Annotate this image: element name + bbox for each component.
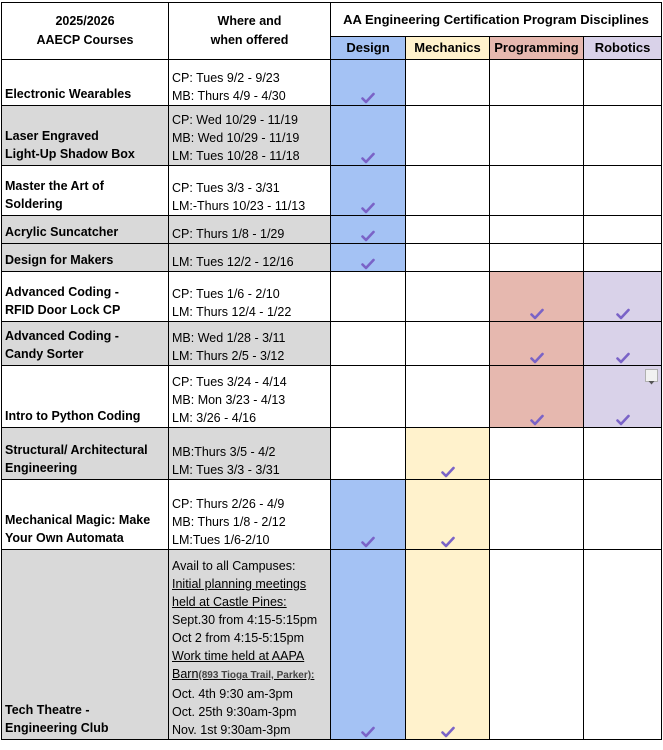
checkmark-icon (361, 148, 375, 162)
course-name-line: Acrylic Suncatcher (5, 225, 119, 239)
design-cell (331, 322, 406, 366)
checkmark-icon (441, 462, 455, 476)
course-name (2, 106, 169, 166)
discipline-robotics: Robotics (584, 37, 662, 60)
course-name-line: Candy Sorter (5, 347, 84, 361)
robotics-cell (584, 216, 662, 244)
programming-cell (490, 216, 584, 244)
course-name-line: Structural/ Architectural (5, 443, 148, 457)
course-name-line: Advanced Coding - (5, 329, 119, 343)
course-schedule (169, 60, 331, 106)
course-name-line: Engineering Club (5, 721, 109, 735)
programming-cell (490, 480, 584, 550)
schedule-line: LM:-Thurs 10/23 - 11/13 (172, 199, 306, 213)
course-schedule (169, 428, 331, 480)
mechanics-cell (406, 216, 490, 244)
schedule-line: MB:Thurs 3/5 - 4/2 (172, 445, 276, 459)
schedule-line: MB: Wed 10/29 - 11/19 (172, 131, 300, 145)
course-name (2, 272, 169, 322)
programming-cell (490, 60, 584, 106)
schedule-line: LM: Tues 12/2 - 12/16 (172, 255, 294, 269)
course-name (2, 60, 169, 106)
schedule-line: Oct. 4th 9:30 am-3pm (172, 687, 293, 701)
robotics-cell (584, 550, 662, 740)
course-name-line: Advanced Coding - (5, 285, 119, 299)
schedule-line: Sept.30 from 4:15-5:15pm (172, 613, 318, 627)
course-name-line: Intro to Python Coding (5, 409, 141, 423)
programming-check-cell (490, 366, 584, 428)
course-name (2, 244, 169, 272)
robotics-check-cell (584, 272, 662, 322)
course-name (2, 480, 169, 550)
table-row (2, 244, 662, 272)
programming-cell (490, 166, 584, 216)
design-check-cell (331, 216, 406, 244)
design-check-cell (331, 166, 406, 216)
design-cell (331, 272, 406, 322)
course-name-line: Mechanical Magic: Make (5, 513, 151, 527)
program-title: AA Engineering Certification Program Disciplines (331, 3, 662, 37)
mechanics-check-cell (406, 428, 490, 480)
schedule-line: MB: Thurs 1/8 - 2/12 (172, 515, 286, 529)
where-header-line2: when offered (210, 33, 289, 47)
courses-header-label: AAECP Courses (36, 33, 134, 47)
schedule-line: Work time held at AAPA (172, 649, 305, 663)
schedule-line: MB: Thurs 4/9 - 4/30 (172, 89, 286, 103)
course-schedule (169, 216, 331, 244)
course-name (2, 166, 169, 216)
course-name-line: RFID Door Lock CP (5, 303, 121, 317)
robotics-cell (584, 244, 662, 272)
discipline-mechanics: Mechanics (406, 37, 490, 60)
course-schedule (169, 480, 331, 550)
schedule-line: LM: Tues 10/28 - 11/18 (172, 149, 300, 163)
design-check-cell (331, 244, 406, 272)
course-name-line: Tech Theatre - (5, 703, 90, 717)
design-cell (331, 428, 406, 480)
checkmark-icon (530, 410, 544, 424)
robotics-cell (584, 428, 662, 480)
mechanics-check-cell (406, 480, 490, 550)
checkmark-icon (441, 532, 455, 546)
programming-check-cell (490, 322, 584, 366)
checkmark-icon (616, 348, 630, 362)
schedule-line: CP: Tues 3/3 - 3/31 (172, 181, 280, 195)
programming-cell (490, 106, 584, 166)
schedule-line: Avail to all Campuses: (172, 559, 296, 573)
checkmark-icon (616, 304, 630, 318)
course-name-line: Engineering (5, 461, 78, 475)
checkmark-icon (361, 198, 375, 212)
programming-check-cell (490, 272, 584, 322)
checkmark-icon (530, 348, 544, 362)
course-name (2, 322, 169, 366)
design-check-cell (331, 106, 406, 166)
table-row (2, 60, 662, 106)
schedule-line: Oct 2 from 4:15-5:15pm (172, 631, 305, 645)
schedule-line: CP: Tues 9/2 - 9/23 (172, 71, 280, 85)
schedule-line-barn (172, 665, 327, 685)
schedule-line: LM: 3/26 - 4/16 (172, 411, 257, 425)
dropdown-arrow-icon[interactable] (645, 369, 658, 382)
table-row (2, 272, 662, 322)
mechanics-cell (406, 244, 490, 272)
design-check-cell (331, 60, 406, 106)
courses-header-year: 2025/2026 (55, 14, 115, 28)
course-name (2, 428, 169, 480)
design-cell (331, 366, 406, 428)
robotics-check-cell (584, 322, 662, 366)
course-schedule (169, 106, 331, 166)
checkmark-icon (361, 88, 375, 102)
design-check-cell (331, 550, 406, 740)
where-header-line1: Where and (217, 14, 282, 28)
course-name-line: Design for Makers (5, 253, 114, 267)
table-row (2, 166, 662, 216)
schedule-line: CP: Tues 1/6 - 2/10 (172, 287, 280, 301)
robotics-cell (584, 60, 662, 106)
courses-header (2, 3, 169, 60)
checkmark-icon (441, 722, 455, 736)
course-schedule (169, 272, 331, 322)
where-header (169, 3, 331, 60)
schedule-line: CP: Wed 10/29 - 11/19 (172, 113, 299, 127)
schedule-line: MB: Mon 3/23 - 4/13 (172, 393, 286, 407)
checkmark-icon (361, 722, 375, 736)
course-schedule (169, 550, 331, 740)
schedule-line: LM: Thurs 12/4 - 1/22 (172, 305, 292, 319)
checkmark-icon (361, 254, 375, 268)
table-row (2, 216, 662, 244)
schedule-line: MB: Wed 1/28 - 3/11 (172, 331, 286, 345)
barn-address: (893 Tioga Trail, Parker): (198, 670, 315, 681)
barn-label: Barn (172, 667, 199, 681)
schedule-line: LM: Tues 3/3 - 3/31 (172, 463, 280, 477)
mechanics-cell (406, 166, 490, 216)
design-check-cell (331, 480, 406, 550)
table-row (2, 428, 662, 480)
course-name-line: Soldering (5, 197, 63, 211)
course-name (2, 366, 169, 428)
course-schedule (169, 322, 331, 366)
course-name (2, 216, 169, 244)
course-name-line: Electronic Wearables (5, 87, 132, 101)
programming-cell (490, 550, 584, 740)
schedule-line: CP: Tues 3/24 - 4/14 (172, 375, 287, 389)
mechanics-cell (406, 272, 490, 322)
programming-cell (490, 244, 584, 272)
schedule-line: held at Castle Pines: (172, 595, 287, 609)
robotics-cell (584, 166, 662, 216)
table-row (2, 550, 662, 740)
discipline-design: Design (331, 37, 406, 60)
robotics-cell (584, 106, 662, 166)
schedule-line: CP: Thurs 2/26 - 4/9 (172, 497, 285, 511)
schedule-line: Oct. 25th 9:30am-3pm (172, 705, 297, 719)
courses-table (1, 2, 662, 740)
robotics-cell (584, 480, 662, 550)
schedule-line: Nov. 1st 9:30am-3pm (172, 723, 291, 737)
discipline-programming: Programming (490, 37, 584, 60)
course-name-line: Master the Art of (5, 179, 104, 193)
mechanics-check-cell (406, 550, 490, 740)
table-row (2, 106, 662, 166)
mechanics-cell (406, 106, 490, 166)
schedule-line: Initial planning meetings (172, 577, 307, 591)
course-name-line: Light-Up Shadow Box (5, 147, 135, 161)
course-name (2, 550, 169, 740)
checkmark-icon (361, 532, 375, 546)
table-row (2, 322, 662, 366)
course-schedule (169, 244, 331, 272)
mechanics-cell (406, 366, 490, 428)
schedule-line: LM:Tues 1/6-2/10 (172, 533, 270, 547)
robotics-check-cell (584, 366, 662, 428)
programming-cell (490, 428, 584, 480)
checkmark-icon (616, 410, 630, 424)
checkmark-icon (361, 226, 375, 240)
course-name-line: Your Own Automata (5, 531, 124, 545)
mechanics-cell (406, 60, 490, 106)
table-row (2, 366, 662, 428)
course-schedule (169, 166, 331, 216)
checkmark-icon (530, 304, 544, 318)
course-name-line: Laser Engraved (5, 129, 99, 143)
mechanics-cell (406, 322, 490, 366)
schedule-line: CP: Thurs 1/8 - 1/29 (172, 227, 285, 241)
table-row (2, 480, 662, 550)
course-schedule (169, 366, 331, 428)
schedule-line: LM: Thurs 2/5 - 3/12 (172, 349, 285, 363)
